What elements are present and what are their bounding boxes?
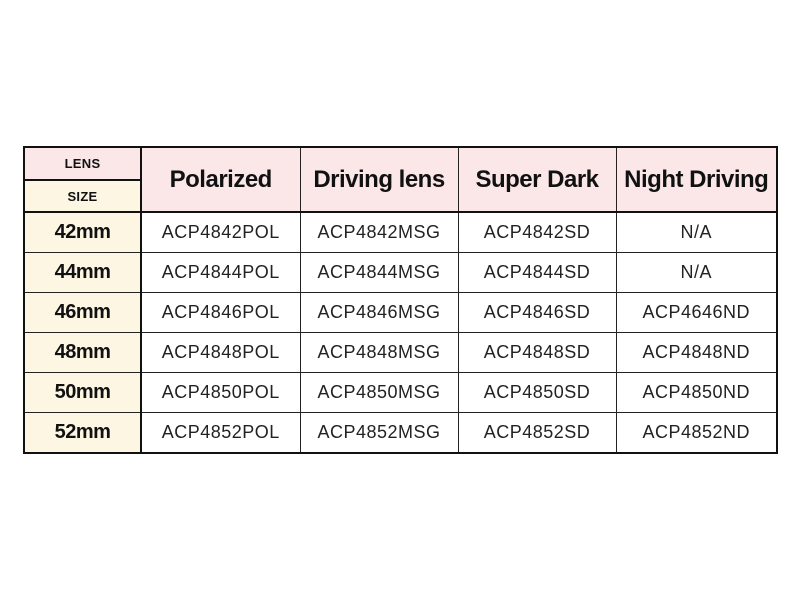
code-cell: ACP4842POL (141, 212, 300, 252)
code-cell: ACP4852MSG (300, 413, 458, 453)
column-header-night-driving: Night Driving (616, 147, 777, 212)
table-row (24, 292, 777, 332)
table-row (24, 413, 777, 453)
code-cell: ACP4842MSG (300, 212, 458, 252)
size-cell: 46mm (24, 292, 141, 332)
table-header-row (24, 147, 777, 180)
column-header-super-dark: Super Dark (458, 147, 616, 212)
table-row (24, 373, 777, 413)
corner-size-label: SIZE (24, 180, 141, 212)
code-cell: ACP4848POL (141, 333, 300, 373)
code-cell: ACP4852POL (141, 413, 300, 453)
code-cell: ACP4846SD (458, 292, 616, 332)
code-cell: ACP4850ND (616, 373, 777, 413)
code-cell: ACP4850SD (458, 373, 616, 413)
size-cell: 50mm (24, 373, 141, 413)
code-cell: N/A (616, 252, 777, 292)
code-cell: ACP4844POL (141, 252, 300, 292)
size-cell: 48mm (24, 333, 141, 373)
column-header-polarized: Polarized (141, 147, 300, 212)
code-cell: ACP4848MSG (300, 333, 458, 373)
code-cell: ACP4848SD (458, 333, 616, 373)
code-cell: ACP4852ND (616, 413, 777, 453)
table-row (24, 212, 777, 252)
corner-lens-label: LENS (24, 147, 141, 180)
size-cell: 44mm (24, 252, 141, 292)
size-cell: 42mm (24, 212, 141, 252)
code-cell: ACP4844SD (458, 252, 616, 292)
lens-size-table (23, 146, 778, 454)
table-row (24, 252, 777, 292)
code-cell: ACP4844MSG (300, 252, 458, 292)
code-cell: ACP4846POL (141, 292, 300, 332)
code-cell: ACP4850MSG (300, 373, 458, 413)
code-cell: ACP4848ND (616, 333, 777, 373)
code-cell: ACP4852SD (458, 413, 616, 453)
code-cell: ACP4646ND (616, 292, 777, 332)
table-row (24, 333, 777, 373)
code-cell: ACP4850POL (141, 373, 300, 413)
code-cell: ACP4842SD (458, 212, 616, 252)
size-cell: 52mm (24, 413, 141, 453)
column-header-driving-lens: Driving lens (300, 147, 458, 212)
code-cell: ACP4846MSG (300, 292, 458, 332)
code-cell: N/A (616, 212, 777, 252)
